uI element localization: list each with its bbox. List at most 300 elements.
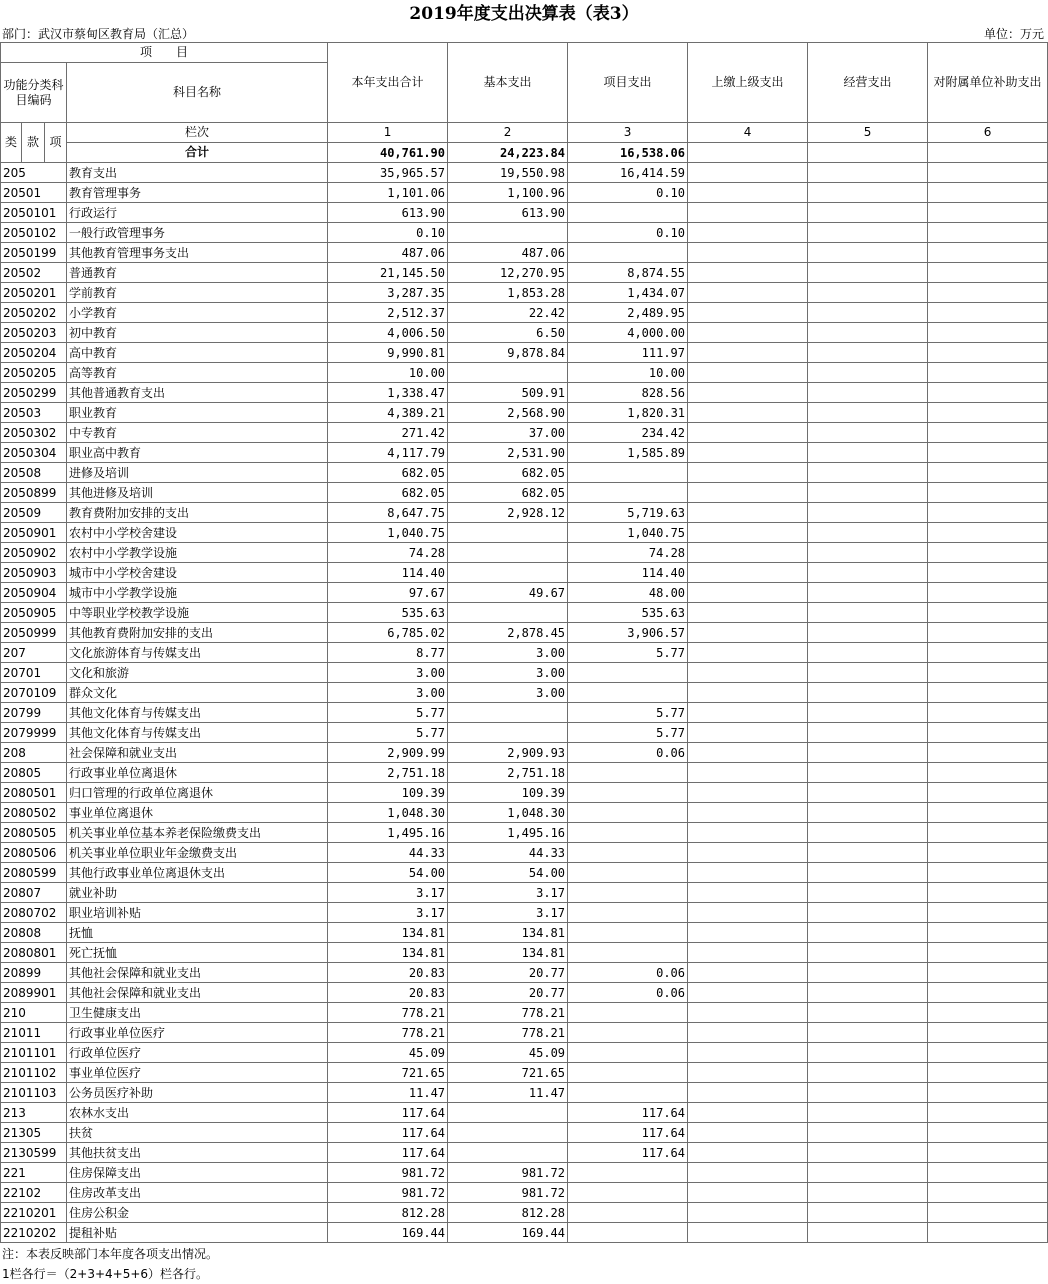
row-project: 2,489.95 (568, 303, 688, 323)
row-business (808, 643, 928, 663)
row-basic: 44.33 (448, 843, 568, 863)
row-project (568, 203, 688, 223)
row-business (808, 163, 928, 183)
row-project: 535.63 (568, 603, 688, 623)
row-business (808, 583, 928, 603)
row-subsidy (928, 963, 1048, 983)
row-code: 2050201 (1, 283, 67, 303)
row-upper (688, 1103, 808, 1123)
row-subject-name: 小学教育 (67, 303, 328, 323)
row-code: 2050205 (1, 363, 67, 383)
row-project: 828.56 (568, 383, 688, 403)
table-row (1, 883, 1048, 903)
row-project: 1,585.89 (568, 443, 688, 463)
row-subsidy (928, 603, 1048, 623)
row-project: 1,040.75 (568, 523, 688, 543)
row-code: 2050905 (1, 603, 67, 623)
row-subsidy (928, 503, 1048, 523)
table-row (1, 303, 1048, 323)
row-project (568, 483, 688, 503)
row-project: 117.64 (568, 1103, 688, 1123)
row-upper (688, 1023, 808, 1043)
row-code: 221 (1, 1163, 67, 1183)
row-total: 20.83 (328, 983, 448, 1003)
row-subsidy (928, 783, 1048, 803)
note-2: 1栏各行＝（2+3+4+5+6）栏各行。 (2, 1267, 209, 1281)
row-subject-name: 归口管理的行政单位离退休 (67, 783, 328, 803)
row-subsidy (928, 303, 1048, 323)
row-basic (448, 1143, 568, 1163)
row-project (568, 903, 688, 923)
row-business (808, 323, 928, 343)
row-subsidy (928, 363, 1048, 383)
row-total: 778.21 (328, 1003, 448, 1023)
table-row (1, 843, 1048, 863)
table-row (1, 463, 1048, 483)
row-upper (688, 883, 808, 903)
row-subsidy (928, 763, 1048, 783)
row-subject-name: 高等教育 (67, 363, 328, 383)
row-basic: 19,550.98 (448, 163, 568, 183)
row-business (808, 1203, 928, 1223)
table-row (1, 863, 1048, 883)
row-total: 1,048.30 (328, 803, 448, 823)
row-business (808, 603, 928, 623)
row-total: 721.65 (328, 1063, 448, 1083)
row-code: 2101101 (1, 1043, 67, 1063)
row-project (568, 1183, 688, 1203)
row-upper (688, 1003, 808, 1023)
row-code: 2050901 (1, 523, 67, 543)
table-row (1, 1103, 1048, 1123)
row-project: 3,906.57 (568, 623, 688, 643)
table-row (1, 703, 1048, 723)
row-subject-name: 其他社会保障和就业支出 (67, 983, 328, 1003)
row-subsidy (928, 563, 1048, 583)
row-code: 213 (1, 1103, 67, 1123)
row-total: 54.00 (328, 863, 448, 883)
row-upper (688, 663, 808, 683)
row-code: 208 (1, 743, 67, 763)
row-basic: 2,909.93 (448, 743, 568, 763)
row-upper (688, 823, 808, 843)
row-business (808, 683, 928, 703)
row-subsidy (928, 243, 1048, 263)
row-total: 2,512.37 (328, 303, 448, 323)
row-business (808, 1123, 928, 1143)
row-total: 117.64 (328, 1143, 448, 1163)
table-row (1, 323, 1048, 343)
row-project: 5,719.63 (568, 503, 688, 523)
row-upper (688, 303, 808, 323)
row-subject-name: 中等职业学校教学设施 (67, 603, 328, 623)
table-row (1, 1223, 1048, 1243)
row-code: 2050902 (1, 543, 67, 563)
table-row (1, 823, 1048, 843)
row-subject-name: 高中教育 (67, 343, 328, 363)
header-col-total: 本年支出合计 (328, 43, 448, 123)
row-project: 114.40 (568, 563, 688, 583)
row-total: 97.67 (328, 583, 448, 603)
row-subsidy (928, 923, 1048, 943)
row-project (568, 923, 688, 943)
row-total: 5.77 (328, 703, 448, 723)
row-project (568, 1163, 688, 1183)
table-row (1, 203, 1048, 223)
row-basic (448, 223, 568, 243)
row-subject-name: 其他文化体育与传媒支出 (67, 723, 328, 743)
row-subsidy (928, 683, 1048, 703)
row-business (808, 1183, 928, 1203)
row-basic: 2,531.90 (448, 443, 568, 463)
row-upper (688, 963, 808, 983)
row-total: 134.81 (328, 943, 448, 963)
row-code: 2050999 (1, 623, 67, 643)
row-upper (688, 1063, 808, 1083)
row-total: 44.33 (328, 843, 448, 863)
row-project (568, 1223, 688, 1243)
row-upper (688, 703, 808, 723)
row-upper (688, 463, 808, 483)
row-subject-name: 其他教育管理事务支出 (67, 243, 328, 263)
total-sum: 40,761.90 (328, 143, 448, 163)
row-project (568, 763, 688, 783)
row-basic: 134.81 (448, 943, 568, 963)
row-basic: 2,928.12 (448, 503, 568, 523)
row-total: 981.72 (328, 1183, 448, 1203)
row-code: 2050202 (1, 303, 67, 323)
row-subsidy (928, 843, 1048, 863)
row-total: 21,145.50 (328, 263, 448, 283)
row-upper (688, 763, 808, 783)
row-subject-name: 文化旅游体育与传媒支出 (67, 643, 328, 663)
row-upper (688, 383, 808, 403)
total-subsidy (928, 143, 1048, 163)
row-subsidy (928, 723, 1048, 743)
total-business (808, 143, 928, 163)
row-business (808, 423, 928, 443)
table-row (1, 1123, 1048, 1143)
row-subsidy (928, 343, 1048, 363)
row-business (808, 1223, 928, 1243)
table-row (1, 563, 1048, 583)
row-subsidy (928, 543, 1048, 563)
row-basic: 1,100.96 (448, 183, 568, 203)
row-business (808, 1103, 928, 1123)
row-subsidy (928, 583, 1048, 603)
col-number-5: 5 (808, 123, 928, 143)
row-subsidy (928, 323, 1048, 343)
row-subject-name: 城市中小学教学设施 (67, 583, 328, 603)
row-basic: 12,270.95 (448, 263, 568, 283)
row-code: 2050899 (1, 483, 67, 503)
row-subsidy (928, 483, 1048, 503)
row-project: 16,414.59 (568, 163, 688, 183)
table-row (1, 923, 1048, 943)
table-row (1, 1003, 1048, 1023)
total-project: 16,538.06 (568, 143, 688, 163)
row-subject-name: 扶贫 (67, 1123, 328, 1143)
row-basic: 721.65 (448, 1063, 568, 1083)
row-code: 20501 (1, 183, 67, 203)
row-total: 3.17 (328, 883, 448, 903)
table-row (1, 283, 1048, 303)
table-row (1, 903, 1048, 923)
header-item: 项 目 (1, 43, 328, 63)
row-basic: 509.91 (448, 383, 568, 403)
row-subject-name: 死亡抚恤 (67, 943, 328, 963)
row-subject-name: 进修及培训 (67, 463, 328, 483)
row-upper (688, 603, 808, 623)
row-code: 2070109 (1, 683, 67, 703)
row-code: 2089901 (1, 983, 67, 1003)
row-basic: 1,495.16 (448, 823, 568, 843)
row-business (808, 783, 928, 803)
row-total: 4,006.50 (328, 323, 448, 343)
row-upper (688, 243, 808, 263)
row-subject-name: 城市中小学校舍建设 (67, 563, 328, 583)
row-subject-name: 职业教育 (67, 403, 328, 423)
row-upper (688, 643, 808, 663)
table-row (1, 543, 1048, 563)
row-basic (448, 1123, 568, 1143)
row-code: 20805 (1, 763, 67, 783)
row-upper (688, 203, 808, 223)
table-row (1, 243, 1048, 263)
row-total: 3.00 (328, 683, 448, 703)
table-row (1, 763, 1048, 783)
table-row (1, 603, 1048, 623)
table-row (1, 643, 1048, 663)
col-number-1: 1 (328, 123, 448, 143)
table-row (1, 583, 1048, 603)
row-subsidy (928, 223, 1048, 243)
row-total: 1,101.06 (328, 183, 448, 203)
row-upper (688, 1123, 808, 1143)
row-subsidy (928, 1043, 1048, 1063)
row-subsidy (928, 1003, 1048, 1023)
row-project: 5.77 (568, 703, 688, 723)
row-subject-name: 其他扶贫支出 (67, 1143, 328, 1163)
row-business (808, 663, 928, 683)
row-upper (688, 1143, 808, 1163)
row-subsidy (928, 203, 1048, 223)
table-row (1, 683, 1048, 703)
row-basic: 981.72 (448, 1163, 568, 1183)
row-subject-name: 其他进修及培训 (67, 483, 328, 503)
table-row (1, 983, 1048, 1003)
row-subject-name: 其他文化体育与传媒支出 (67, 703, 328, 723)
row-code: 2210201 (1, 1203, 67, 1223)
row-basic: 1,048.30 (448, 803, 568, 823)
row-subsidy (928, 1223, 1048, 1243)
row-subject-name: 行政事业单位离退休 (67, 763, 328, 783)
row-business (808, 1163, 928, 1183)
row-basic: 487.06 (448, 243, 568, 263)
row-upper (688, 403, 808, 423)
row-total: 3,287.35 (328, 283, 448, 303)
row-project (568, 683, 688, 703)
row-upper (688, 223, 808, 243)
row-subject-name: 事业单位医疗 (67, 1063, 328, 1083)
table-row (1, 803, 1048, 823)
row-subsidy (928, 383, 1048, 403)
header-xiang: 项 (45, 123, 67, 163)
row-code: 2080501 (1, 783, 67, 803)
row-upper (688, 1083, 808, 1103)
row-code: 20701 (1, 663, 67, 683)
row-subsidy (928, 463, 1048, 483)
row-code: 2050199 (1, 243, 67, 263)
row-business (808, 623, 928, 643)
table-row (1, 383, 1048, 403)
row-total: 169.44 (328, 1223, 448, 1243)
row-subject-name: 中专教育 (67, 423, 328, 443)
row-total: 3.17 (328, 903, 448, 923)
row-subject-name: 机关事业单位基本养老保险缴费支出 (67, 823, 328, 843)
row-subsidy (928, 983, 1048, 1003)
row-total: 682.05 (328, 483, 448, 503)
row-project (568, 1003, 688, 1023)
table-row (1, 503, 1048, 523)
col-number-3: 3 (568, 123, 688, 143)
header-lanci: 栏次 (67, 123, 328, 143)
row-project: 48.00 (568, 583, 688, 603)
row-business (808, 483, 928, 503)
table-row (1, 523, 1048, 543)
row-basic: 54.00 (448, 863, 568, 883)
row-project: 234.42 (568, 423, 688, 443)
row-upper (688, 483, 808, 503)
row-business (808, 843, 928, 863)
row-subject-name: 公务员医疗补助 (67, 1083, 328, 1103)
row-business (808, 1063, 928, 1083)
row-project (568, 1083, 688, 1103)
row-code: 2080702 (1, 903, 67, 923)
row-code: 20503 (1, 403, 67, 423)
header-func-code: 功能分类科目编码 (1, 63, 67, 123)
row-code: 2050102 (1, 223, 67, 243)
row-basic: 812.28 (448, 1203, 568, 1223)
row-subsidy (928, 1163, 1048, 1183)
row-basic: 3.00 (448, 643, 568, 663)
row-subject-name: 就业补助 (67, 883, 328, 903)
row-basic: 49.67 (448, 583, 568, 603)
row-basic: 2,878.45 (448, 623, 568, 643)
row-code: 20807 (1, 883, 67, 903)
row-business (808, 883, 928, 903)
row-upper (688, 803, 808, 823)
row-subsidy (928, 903, 1048, 923)
row-business (808, 523, 928, 543)
row-code: 21305 (1, 1123, 67, 1143)
department-label: 部门：武汉市蔡甸区教育局（汇总） (2, 27, 195, 41)
row-subsidy (928, 1103, 1048, 1123)
row-subject-name: 行政运行 (67, 203, 328, 223)
row-total: 134.81 (328, 923, 448, 943)
row-project (568, 243, 688, 263)
row-total: 535.63 (328, 603, 448, 623)
row-total: 613.90 (328, 203, 448, 223)
row-upper (688, 1163, 808, 1183)
row-basic: 682.05 (448, 463, 568, 483)
row-upper (688, 543, 808, 563)
row-upper (688, 503, 808, 523)
row-subsidy (928, 883, 1048, 903)
row-subsidy (928, 1203, 1048, 1223)
row-subject-name: 其他社会保障和就业支出 (67, 963, 328, 983)
row-basic: 682.05 (448, 483, 568, 503)
row-upper (688, 623, 808, 643)
row-subject-name: 群众文化 (67, 683, 328, 703)
header-heji: 合计 (67, 143, 328, 163)
row-project (568, 823, 688, 843)
row-business (808, 403, 928, 423)
row-subject-name: 住房改革支出 (67, 1183, 328, 1203)
row-code: 2050203 (1, 323, 67, 343)
row-upper (688, 423, 808, 443)
row-subject-name: 其他行政事业单位离退休支出 (67, 863, 328, 883)
col-number-2: 2 (448, 123, 568, 143)
row-business (808, 1143, 928, 1163)
row-upper (688, 443, 808, 463)
row-project: 0.06 (568, 743, 688, 763)
table-row (1, 403, 1048, 423)
row-project (568, 663, 688, 683)
row-code: 2080502 (1, 803, 67, 823)
row-basic: 11.47 (448, 1083, 568, 1103)
row-subject-name: 住房公积金 (67, 1203, 328, 1223)
row-business (808, 963, 928, 983)
row-basic (448, 523, 568, 543)
row-total: 487.06 (328, 243, 448, 263)
table-row (1, 1183, 1048, 1203)
row-project: 4,000.00 (568, 323, 688, 343)
row-subject-name: 社会保障和就业支出 (67, 743, 328, 763)
table-row (1, 263, 1048, 283)
row-total: 778.21 (328, 1023, 448, 1043)
row-subject-name: 抚恤 (67, 923, 328, 943)
row-basic (448, 1103, 568, 1123)
row-basic: 778.21 (448, 1003, 568, 1023)
row-upper (688, 723, 808, 743)
row-subject-name: 住房保障支出 (67, 1163, 328, 1183)
row-business (808, 343, 928, 363)
row-project (568, 783, 688, 803)
row-subsidy (928, 403, 1048, 423)
row-basic: 37.00 (448, 423, 568, 443)
row-code: 21011 (1, 1023, 67, 1043)
header-kuan: 款 (22, 123, 45, 163)
table-row (1, 1143, 1048, 1163)
row-upper (688, 743, 808, 763)
row-code: 2101103 (1, 1083, 67, 1103)
row-subject-name: 职业高中教育 (67, 443, 328, 463)
table-row (1, 223, 1048, 243)
row-subject-name: 卫生健康支出 (67, 1003, 328, 1023)
row-business (808, 803, 928, 823)
row-code: 2130599 (1, 1143, 67, 1163)
row-upper (688, 363, 808, 383)
row-upper (688, 163, 808, 183)
row-business (808, 1023, 928, 1043)
row-subject-name: 职业培训补贴 (67, 903, 328, 923)
header-col-subsidy: 对附属单位补助支出 (928, 43, 1048, 123)
row-code: 2050299 (1, 383, 67, 403)
row-subsidy (928, 943, 1048, 963)
row-upper (688, 263, 808, 283)
row-subject-name: 其他教育费附加安排的支出 (67, 623, 328, 643)
